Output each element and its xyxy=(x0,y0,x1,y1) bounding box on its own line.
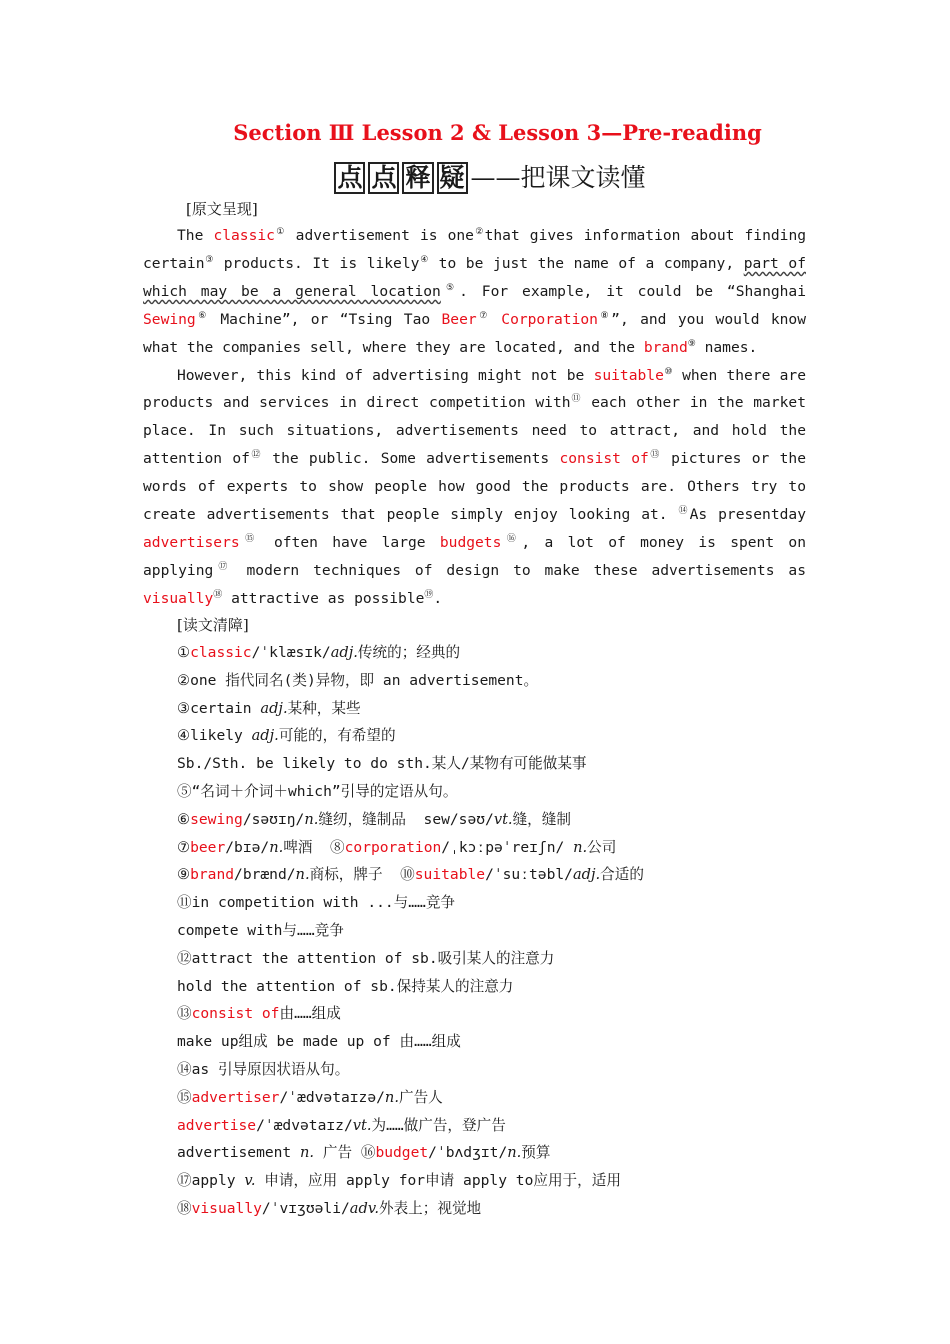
note-line: ③certain adj.某种，某些 xyxy=(177,699,361,717)
vocab-advertisers: advertisers xyxy=(143,533,240,551)
passage-paragraph-1: The classic① advertisement is one②that gives information about finding certain③ products. It is likely④ to be just the name of a company, part of which may be a general location⑤. For example, it could be “Shanghai Sewing⑥ Machine”, or “Tsing Tao Beer⑦ Corporation⑧”, and you would know what the companies sell, where they are located, and the brand⑨ names. xyxy=(143,227,807,356)
note-line: ⑥sewing/səʊɪŋ/n.缝纫，缝制品 sew/səʊ/vt.缝，缝制 xyxy=(177,810,571,828)
section-label-original: [原文呈现] xyxy=(186,200,258,218)
note-line: ⑤“名词＋介词＋which”引导的定语从句。 xyxy=(177,782,458,800)
boxed-char: 点 xyxy=(334,162,365,194)
page-subtitle xyxy=(0,158,950,194)
note-line: make up组成 be made up of 由……组成 xyxy=(177,1033,461,1051)
passage-paragraph-2: However, this kind of advertising might not be suitable⑩ when there are products and services in direct competition with⑪ each other in the market place. In such situations, advertisements need to attract, and hold the attention of⑫ the public. Some advertisements consist of⑬ pictures or the words of experts to show people how good the products are. Others try to create advertisements that people simply enjoy looking at. ⑭As presentday advertisers⑮ often have large budgets⑯, a lot of money is spent on applying⑰ modern techniques of design to make these advertisements as visually⑱ attractive as possible⑲. xyxy=(143,366,807,607)
vocab-suitable: suitable xyxy=(593,366,664,384)
vocab-brand: brand xyxy=(643,338,688,356)
note-line: hold the attention of sb.保持某人的注意力 xyxy=(177,977,514,995)
section-label-notes: [读文清障] xyxy=(177,616,249,634)
note-line: ⑰apply v. 申请，应用 apply for申请 apply to应用于，适用 xyxy=(177,1172,621,1190)
note-line: advertise/ˈædvətaɪz/vt.为……做广告，登广告 xyxy=(177,1116,506,1134)
note-line: ⑱visually/ˈvɪʒʊəli/adv.外表上；视觉地 xyxy=(177,1199,482,1217)
vocab-visually: visually xyxy=(143,589,214,607)
note-line: ⑨brand/brænd/n.商标，牌子 ⑩suitable/ˈsuːtəbl/adj.合适的 xyxy=(177,866,644,884)
note-line: ⑦beer/bɪə/n.啤酒 ⑧corporation/ˌkɔːpəˈreɪʃn/ n.公司 xyxy=(177,838,617,856)
note-line: compete with与……竞争 xyxy=(177,921,344,939)
subtitle-text: ——把课文读懂 xyxy=(470,163,646,192)
note-line: advertisement n. 广告 ⑯budget/ˈbʌdʒɪt/n.预算 xyxy=(177,1144,551,1162)
note-line: ②one 指代同名(类)异物，即 an advertisement。 xyxy=(177,671,539,689)
note-line: ⑪in competition with ...与……竞争 xyxy=(177,894,456,912)
note-line: ⑮advertiser/ˈædvətaɪzə/n.广告人 xyxy=(177,1088,443,1106)
page-title: Section Ⅲ Lesson 2 & Lesson 3—Pre-reading xyxy=(233,120,762,145)
note-line: ④likely adj.可能的，有希望的 xyxy=(177,727,396,745)
vocab-consist-of: consist of xyxy=(559,450,649,468)
vocabulary-notes xyxy=(177,639,817,1223)
note-line: ⑫attract the attention of sb.吸引某人的注意力 xyxy=(177,949,555,967)
note-line: ①classic/ˈklæsɪk/adj.传统的；经典的 xyxy=(177,644,461,661)
boxed-heading xyxy=(334,162,470,194)
vocab-corporation: Corporation xyxy=(501,310,598,328)
note-line: ⑬consist of由……组成 xyxy=(177,1005,341,1023)
note-line: Sb./Sth. be likely to do sth.某人/某物有可能做某事 xyxy=(177,755,587,773)
boxed-char: 释 xyxy=(402,162,433,194)
vocab-classic: classic xyxy=(213,227,275,244)
passage xyxy=(143,222,806,613)
vocab-budgets: budgets xyxy=(439,533,502,551)
note-line: ⑭as 引导原因状语从句。 xyxy=(177,1060,350,1078)
vocab-beer: Beer xyxy=(441,310,477,328)
vocab-sewing: Sewing xyxy=(143,310,196,328)
boxed-char: 疑 xyxy=(437,162,468,194)
boxed-char: 点 xyxy=(368,162,399,194)
wavy-underlined-phrase: part of which may be a general location xyxy=(143,254,806,300)
